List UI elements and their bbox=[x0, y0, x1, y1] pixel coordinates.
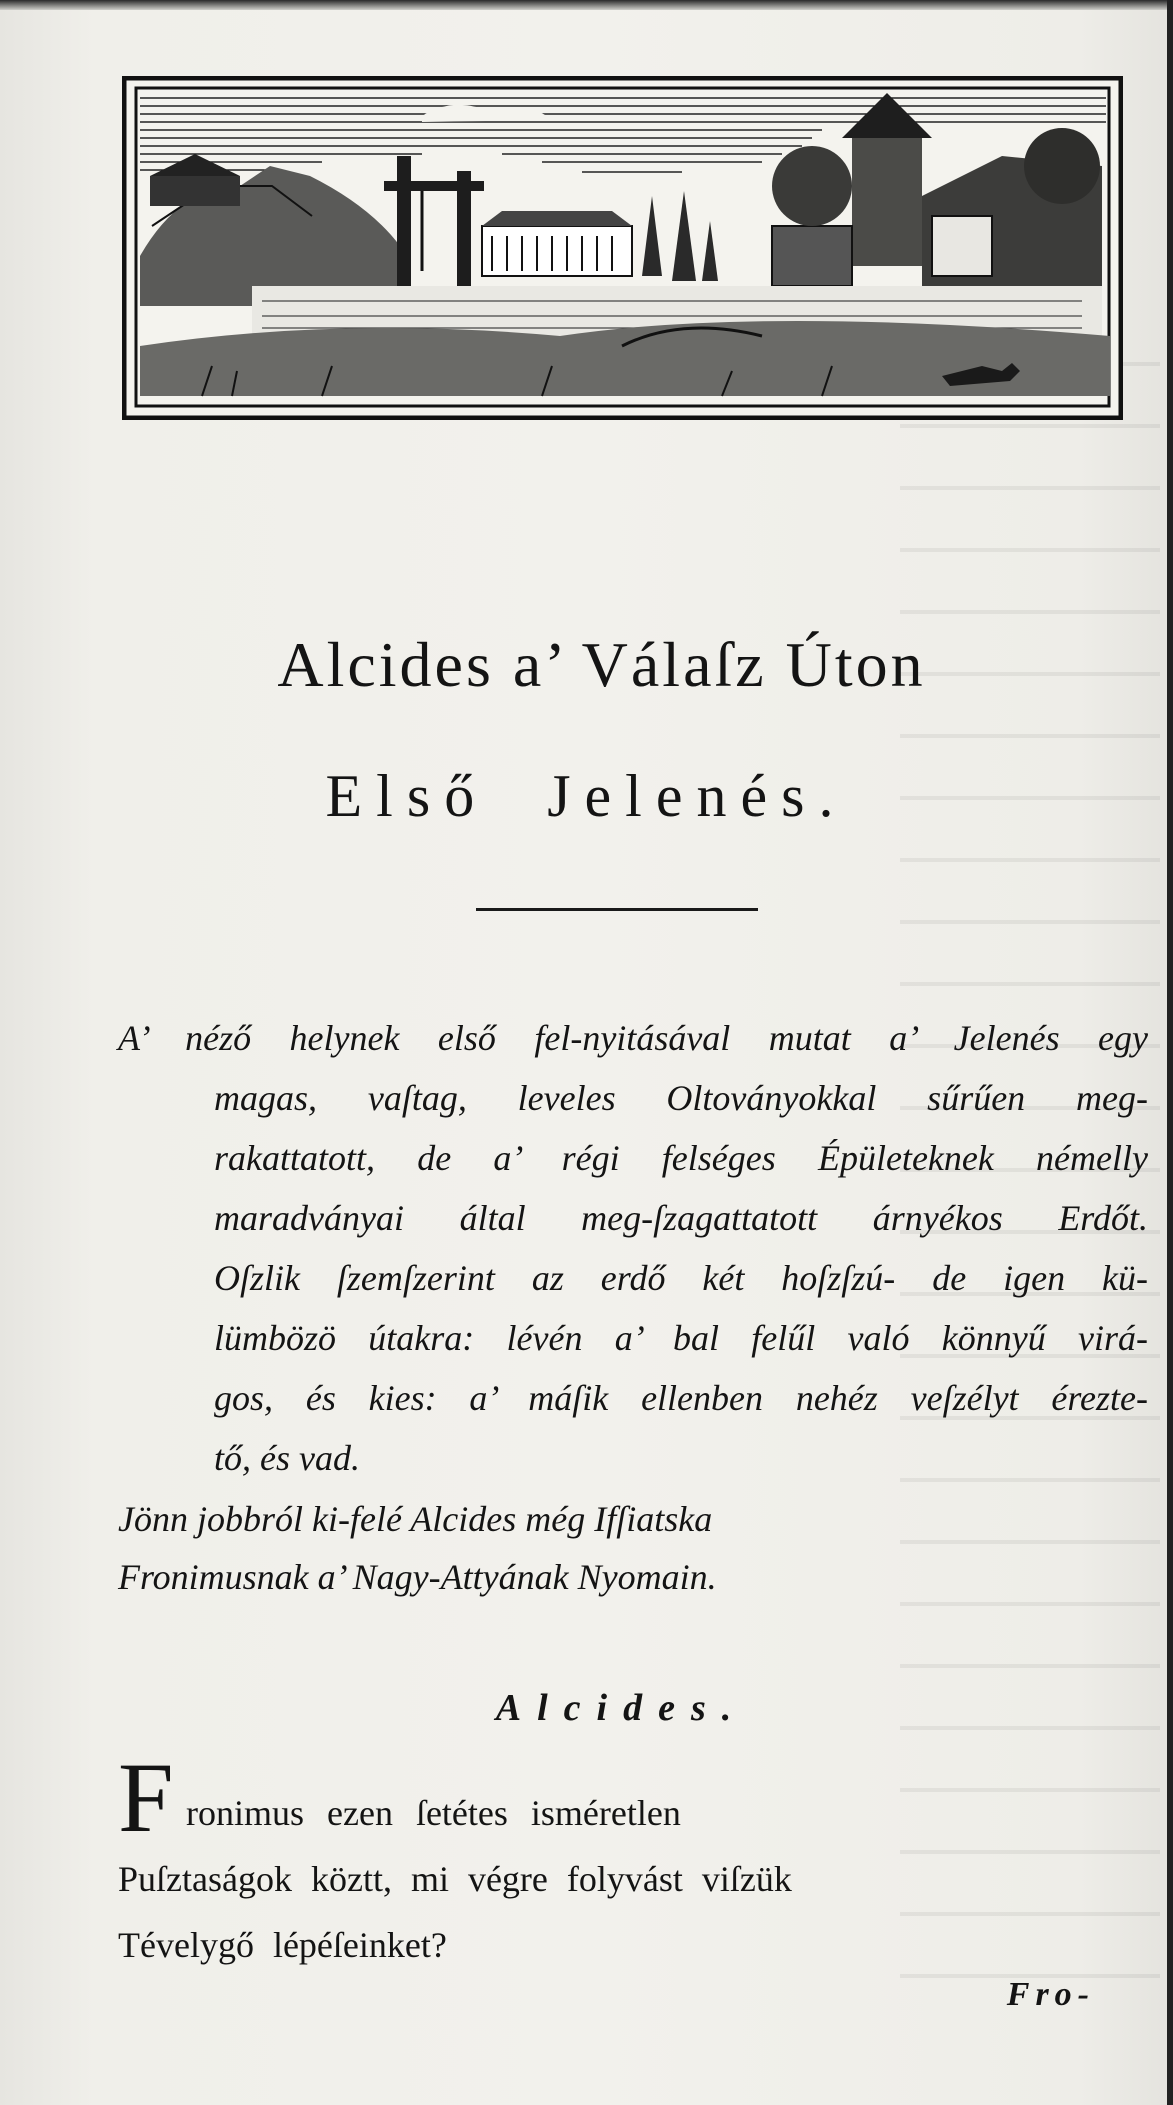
entrance-line: Jönn jobbról ki-felé Alcides még Ifſiatska bbox=[118, 1499, 713, 1539]
catchword: Fro- bbox=[1006, 1976, 1095, 2013]
landscape-woodcut-icon bbox=[122, 76, 1123, 420]
stage-direction-line: A’ néző helynek első fel-nyitásával mutat a’ Jelenés egy bbox=[118, 1018, 1148, 1058]
stage-direction-line: Oſzlik ſzemſzerint az erdő két hoſzſzú- de igen kü- bbox=[214, 1258, 1148, 1298]
verse-block bbox=[118, 1740, 1098, 1978]
page-right-edge bbox=[1167, 0, 1173, 2105]
entrance-direction bbox=[118, 1490, 1118, 1606]
entrance-line: Fronimusnak a’ Nagy-Attyának Nyomain. bbox=[118, 1557, 717, 1597]
play-title: Alcides a’ Válaſz Úton bbox=[277, 629, 926, 700]
verse-line: Tévelygő lépéſeinket? bbox=[118, 1925, 447, 1965]
drop-cap: F bbox=[118, 1742, 174, 1853]
scene-heading: Első Jelenés. bbox=[325, 763, 848, 829]
stage-direction-line: maradványai által meg-ſzagattatott árnyékos Erdőt. bbox=[214, 1198, 1148, 1238]
stage-direction-line: lümbözö útakra: lévén a’ bal felűl való könnyű virá- bbox=[214, 1318, 1148, 1358]
page-top-shadow bbox=[0, 0, 1173, 10]
village-landscape-woodcut bbox=[122, 76, 1123, 420]
verse-line: ronimus ezen ſetétes isméretlen bbox=[186, 1793, 681, 1833]
stage-direction bbox=[118, 1008, 1148, 1488]
stage-direction-line: gos, és kies: a’ máſik ellenben nehéz veſzélyt érezte- bbox=[214, 1378, 1148, 1418]
verse-line: Puſztaságok köztt, mi végre folyvást viſzük bbox=[118, 1859, 792, 1899]
stage-direction-line: tő, és vad. bbox=[214, 1438, 360, 1478]
stage-direction-line: rakattatott, de a’ régi felséges Épületeknek némelly bbox=[214, 1138, 1148, 1178]
stage-direction-line: magas, vaſtag, leveles Oltoványokkal sűrűen meg- bbox=[214, 1078, 1148, 1118]
divider-rule bbox=[476, 908, 758, 911]
speaker-name: Alcides. bbox=[495, 1687, 748, 1729]
